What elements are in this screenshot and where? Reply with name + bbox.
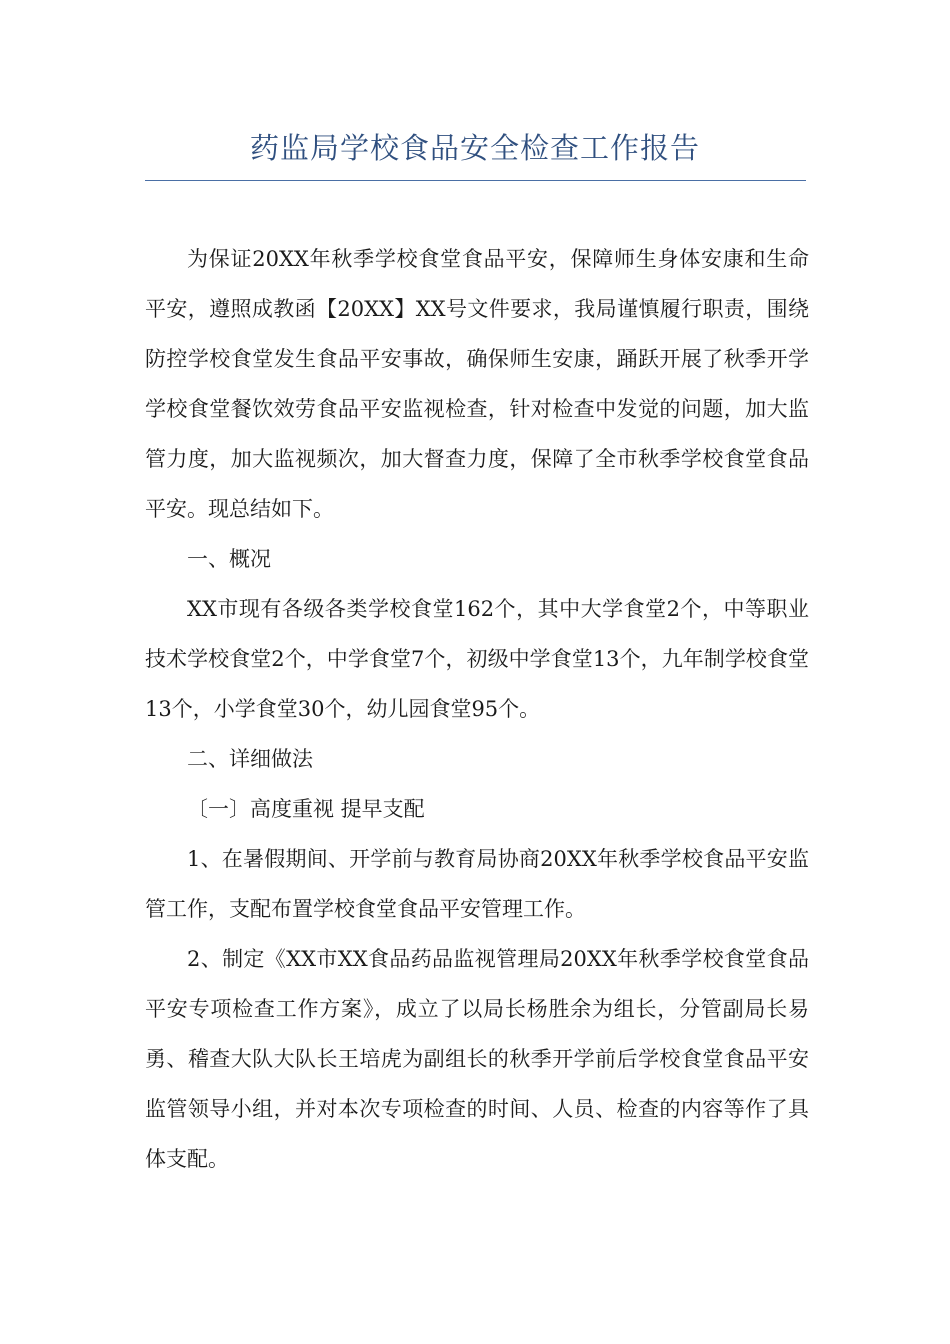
heading-practices: 二、详细做法 bbox=[187, 747, 313, 771]
document-body bbox=[145, 234, 809, 1184]
paragraph-intro: 为保证20XX年秋季学校食堂食品平安，保障师生身体安康和生命平安，遵照成教函【20XX】XX号文件要求，我局谨慎履行职责，围绕防控学校食堂发生食品平安事故，确保师生安康，踊跃开展了秋季开学学校食堂餐饮效劳食品平安监视检查，针对检查中发觉的问题，加大监管力度，加大监视频次，加大督查力度，保障了全市秋季学校食堂食品平安。现总结如下。 bbox=[145, 247, 809, 521]
paragraph-item-2: 2、制定《XX市XX食品药品监视管理局20XX年秋季学校食堂食品平安专项检查工作方案》，成立了以局长杨胜余为组长，分管副局长易勇、稽查大队大队长王培虎为副组长的秋季开学前后学校食堂食品平安监管领导小组，并对本次专项检查的时间、人员、检查的内容等作了具体支配。 bbox=[145, 947, 809, 1171]
document-title: 药监局学校食品安全检查工作报告 bbox=[249, 131, 700, 165]
subheading-attention: 〔一〕高度重视 提早支配 bbox=[187, 797, 425, 821]
paragraph-item-1: 1、在暑假期间、开学前与教育局协商20XX年秋季学校食品平安监管工作，支配布置学校食堂食品平安管理工作。 bbox=[145, 847, 809, 921]
heading-overview: 一、概况 bbox=[187, 547, 271, 571]
paragraph-overview: XX市现有各级各类学校食堂162个，其中大学食堂2个，中等职业技术学校食堂2个，中学食堂7个，初级中学食堂13个，九年制学校食堂13个，小学食堂30个，幼儿园食堂95个。 bbox=[145, 597, 809, 721]
title-divider bbox=[145, 180, 806, 181]
